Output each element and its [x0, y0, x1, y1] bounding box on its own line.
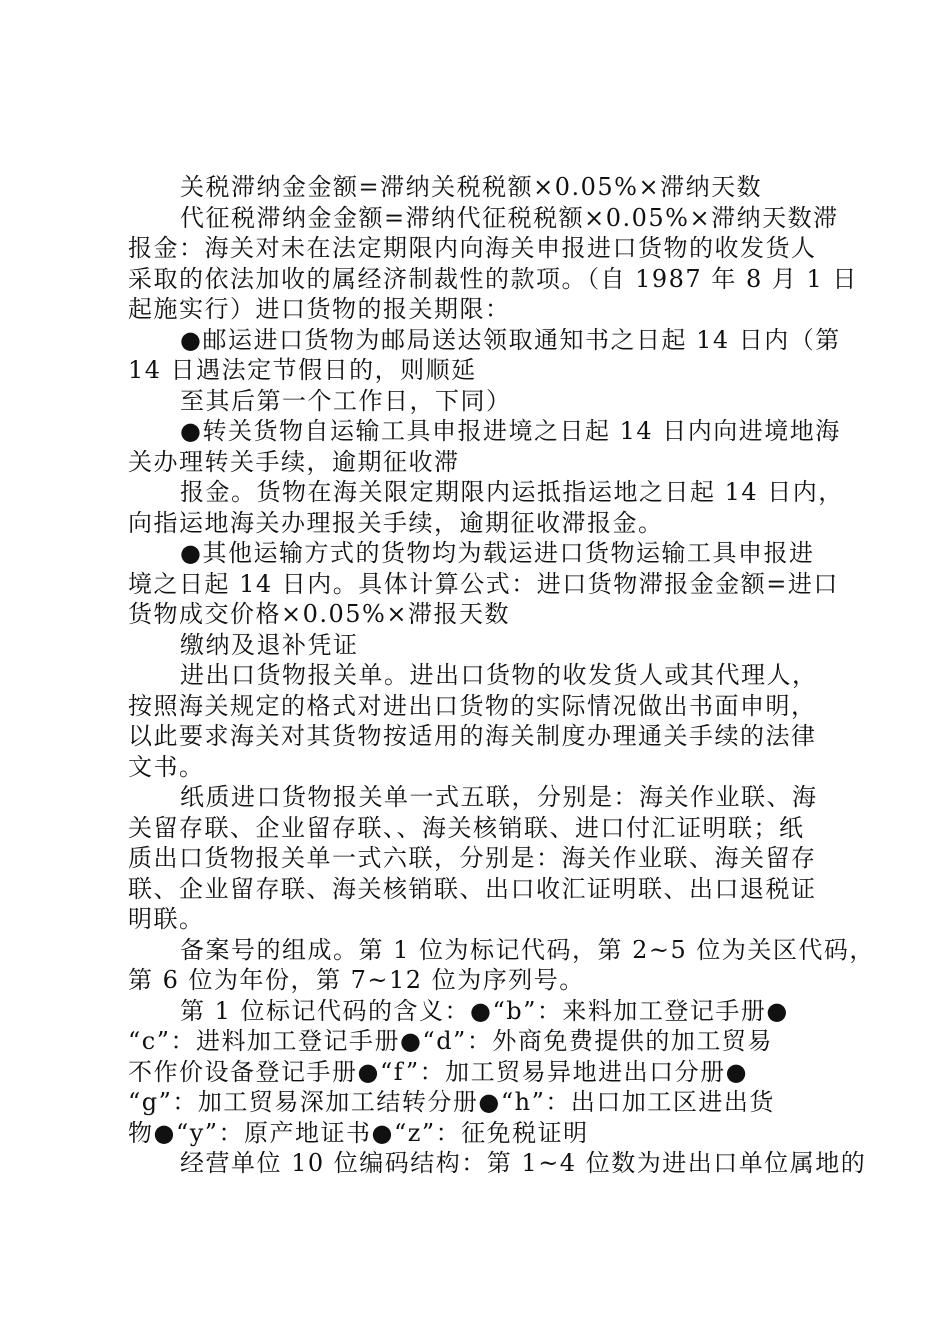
text-line: 文书。 — [128, 752, 205, 781]
text-line: 代征税滞纳金金额=滞纳代征税税额×0.05%×滞纳天数滞 — [180, 203, 839, 232]
text-line: 物●“y”：原产地证书●“z”：征免税证明 — [128, 1118, 589, 1147]
text-line: 关留存联、企业留存联、、海关核销联、进口付汇证明联；纸 — [128, 813, 805, 842]
text-line: “g”：加工贸易深加工结转分册●“h”：出口加工区进出货 — [128, 1088, 775, 1116]
text-line: 向指运地海关办理报关手续，逾期征收滞报金。 — [128, 508, 664, 537]
text-line: 第 6 位为年份，第 7~12 位为序列号。 — [128, 966, 585, 994]
document-body — [128, 172, 875, 1179]
text-line: 质出口货物报关单一式六联，分别是：海关作业联、海关留存 — [128, 844, 817, 872]
text-line: 货物成交价格×0.05%×滞报天数 — [128, 600, 510, 628]
text-line: 联、企业留存联、海关核销联、出口收汇证明联、出口退税证 — [128, 874, 817, 903]
text-line: 按照海关规定的格式对进出口货物的实际情况做出书面申明， — [128, 691, 817, 720]
text-line: ●邮运进口货物为邮局送达领取通知书之日起 14 日内（第 — [180, 325, 841, 354]
text-line: 进出口货物报关单。进出口货物的收发货人或其代理人， — [180, 661, 818, 689]
text-line: 明联。 — [128, 905, 205, 933]
text-line: 经营单位 10 位编码结构：第 1~4 位数为进出口单位属地的 — [180, 1149, 867, 1177]
text-line: ●其他运输方式的货物均为载运进口货物运输工具申报进 — [180, 539, 815, 567]
section-heading: 缴纳及退补凭证 — [180, 630, 359, 659]
text-line: 采取的依法加收的属经济制裁性的款项。（自 1987 年 8 月 1 日 — [128, 264, 858, 293]
text-line: “c”：进料加工登记手册●“d”：外商免费提供的加工贸易 — [128, 1027, 773, 1055]
text-line: 境之日起 14 日内。具体计算公式：进口货物滞报金金额=进口 — [128, 569, 839, 598]
text-line: 报金。货物在海关限定期限内运抵指运地之日起 14 日内， — [180, 478, 844, 506]
text-line: 14 日遇法定节假日的，则顺延 — [128, 356, 477, 384]
text-line: 至其后第一个工作日，下同） — [180, 386, 512, 415]
text-line: 不作价设备登记手册●“f”：加工贸易异地进出口分册● — [128, 1057, 749, 1086]
text-line: 纸质进口货物报关单一式五联，分别是：海关作业联、海 — [180, 783, 818, 811]
text-line: 关税滞纳金金额=滞纳关税税额×0.05%×滞纳天数 — [180, 173, 763, 201]
text-line: 关办理转关手续，逾期征收滞 — [128, 447, 460, 476]
text-line: 以此要求海关对其货物按适用的海关制度办理通关手续的法律 — [128, 722, 817, 750]
text-line: 起施实行）进口货物的报关期限： — [128, 295, 511, 323]
text-line: ●转关货物自运输工具申报进境之日起 14 日内向进境地海 — [180, 417, 841, 445]
text-line: 备案号的组成。第 1 位为标记代码，第 2~5 位为关区代码， — [180, 935, 875, 964]
text-line: 第 1 位标记代码的含义：●“b”：来料加工登记手册● — [180, 996, 789, 1025]
text-line: 报金：海关对未在法定期限内向海关申报进口货物的收发货人 — [128, 234, 817, 262]
